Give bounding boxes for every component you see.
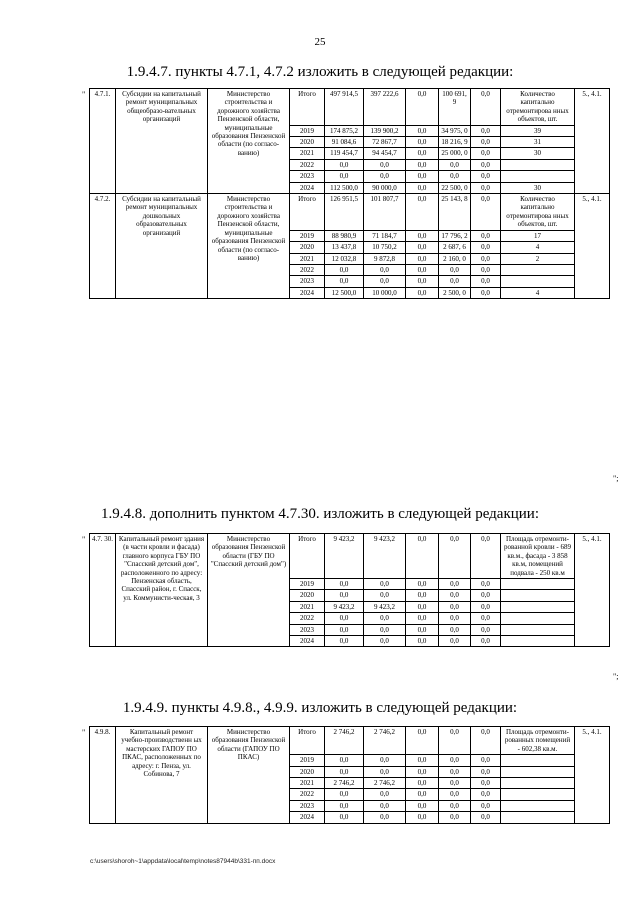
local-budget-cell: 0,0 [439, 276, 471, 287]
regional-budget-cell: 9 872,8 [364, 253, 406, 264]
federal-budget-cell: 0,0 [406, 230, 439, 241]
total-amount-cell: 0,0 [325, 636, 364, 647]
other-sources-cell: 0,0 [471, 148, 501, 159]
federal-budget-cell: 0,0 [406, 590, 439, 601]
year-cell: 2020 [290, 137, 325, 148]
year-cell: 2019 [290, 125, 325, 136]
open-quote-2: " [82, 535, 86, 544]
file-path-footer: c:\users\shoroh~1\appdata\local\temp\notes87944b\331-пп.docx [90, 858, 276, 865]
indicator-cell [501, 264, 575, 275]
year-cell: 2023 [290, 276, 325, 287]
open-quote-3: " [82, 728, 86, 737]
year-cell: 2023 [290, 800, 325, 811]
regional-budget-cell: 139 900,2 [364, 125, 406, 136]
local-budget-cell: 0,0 [439, 812, 471, 823]
local-budget-cell: 0,0 [439, 264, 471, 275]
year-cell: 2021 [290, 253, 325, 264]
year-cell: 2020 [290, 242, 325, 253]
year-cell: 2022 [290, 159, 325, 170]
indicator-cell [501, 601, 575, 612]
total-amount-cell: 0,0 [325, 624, 364, 635]
other-sources-cell: 0,0 [471, 590, 501, 601]
year-cell: 2023 [290, 624, 325, 635]
year-cell: 2019 [290, 230, 325, 241]
federal-budget-cell: 0,0 [406, 182, 439, 193]
indicator-cell [501, 579, 575, 590]
item-reference: 5., 4.1. [575, 89, 610, 194]
regional-budget-cell: 0,0 [364, 171, 406, 182]
item-name: Субсидии на капитальный ремонт муниципальных общеобразо-вательных организаций [116, 89, 208, 194]
indicator-cell: 17 [501, 230, 575, 241]
year-cell: 2021 [290, 148, 325, 159]
local-budget-cell: 100 691, 9 [439, 89, 471, 126]
local-budget-cell: 2 500, 0 [439, 287, 471, 298]
item-reference: 5., 4.1. [575, 194, 610, 299]
regional-budget-cell: 101 807,7 [364, 194, 406, 231]
total-amount-cell: 0,0 [325, 766, 364, 777]
other-sources-cell: 0,0 [471, 194, 501, 231]
indicator-cell: 4 [501, 242, 575, 253]
total-amount-cell: 0,0 [325, 755, 364, 766]
year-cell: 2021 [290, 778, 325, 789]
other-sources-cell: 0,0 [471, 534, 501, 579]
other-sources-cell: 0,0 [471, 264, 501, 275]
close-quote-1: "; [613, 474, 619, 483]
regional-budget-cell: 0,0 [364, 159, 406, 170]
federal-budget-cell: 0,0 [406, 253, 439, 264]
indicator-cell [501, 636, 575, 647]
other-sources-cell: 0,0 [471, 800, 501, 811]
total-amount-cell: 0,0 [325, 812, 364, 823]
regional-budget-cell: 71 184,7 [364, 230, 406, 241]
total-amount-cell: 0,0 [325, 579, 364, 590]
local-budget-cell: 18 216, 9 [439, 137, 471, 148]
total-amount-cell: 2 746,2 [325, 727, 364, 755]
other-sources-cell: 0,0 [471, 789, 501, 800]
federal-budget-cell: 0,0 [406, 242, 439, 253]
federal-budget-cell: 0,0 [406, 624, 439, 635]
other-sources-cell: 0,0 [471, 766, 501, 777]
other-sources-cell: 0,0 [471, 242, 501, 253]
regional-budget-cell: 94 454,7 [364, 148, 406, 159]
indicator-cell [501, 159, 575, 170]
federal-budget-cell: 0,0 [406, 579, 439, 590]
other-sources-cell: 0,0 [471, 137, 501, 148]
item-name: Капитальный ремонт здания (в части кровли и фасада) главного корпуса ГБУ ПО "Спасский детский дом", расположенного по адресу: Пензенская область, Спасский район, г. Спасск, ул. Коммунисти-ческая, 3 [116, 534, 208, 647]
indicator-cell: 4 [501, 287, 575, 298]
year-cell: 2024 [290, 812, 325, 823]
local-budget-cell: 22 500, 0 [439, 182, 471, 193]
year-cell: 2021 [290, 601, 325, 612]
other-sources-cell: 0,0 [471, 579, 501, 590]
local-budget-cell: 0,0 [439, 778, 471, 789]
table-row [90, 534, 610, 579]
federal-budget-cell: 0,0 [406, 636, 439, 647]
regional-budget-cell: 0,0 [364, 636, 406, 647]
total-amount-cell: 0,0 [325, 789, 364, 800]
indicator-cell: Количество капитально отремонтирова нных объектов, шт. [501, 194, 575, 231]
total-amount-cell: 88 980,9 [325, 230, 364, 241]
federal-budget-cell: 0,0 [406, 264, 439, 275]
other-sources-cell: 0,0 [471, 276, 501, 287]
regional-budget-cell: 72 867,7 [364, 137, 406, 148]
year-cell: 2020 [290, 590, 325, 601]
indicator-cell [501, 590, 575, 601]
regional-budget-cell: 0,0 [364, 766, 406, 777]
item-executor: Министерство образования Пензенской области (ГАПОУ ПО ПКАС) [208, 727, 290, 824]
indicator-cell [501, 789, 575, 800]
local-budget-cell: 25 143, 8 [439, 194, 471, 231]
item-number: 4.7.1. [90, 89, 116, 194]
other-sources-cell: 0,0 [471, 727, 501, 755]
federal-budget-cell: 0,0 [406, 171, 439, 182]
total-amount-cell: 0,0 [325, 264, 364, 275]
local-budget-cell: 0,0 [439, 171, 471, 182]
local-budget-cell: 25 000, 0 [439, 148, 471, 159]
local-budget-cell: 0,0 [439, 590, 471, 601]
federal-budget-cell: 0,0 [406, 766, 439, 777]
item-reference: 5., 4.1. [575, 534, 610, 647]
year-cell: 2022 [290, 789, 325, 800]
other-sources-cell: 0,0 [471, 636, 501, 647]
federal-budget-cell: 0,0 [406, 276, 439, 287]
year-cell: 2023 [290, 171, 325, 182]
year-cell: 2019 [290, 755, 325, 766]
year-cell: Итого [290, 89, 325, 126]
regional-budget-cell: 0,0 [364, 755, 406, 766]
federal-budget-cell: 0,0 [406, 812, 439, 823]
regional-budget-cell: 0,0 [364, 613, 406, 624]
year-cell: 2024 [290, 287, 325, 298]
section-heading-2: 1.9.4.8. дополнить пунктом 4.7.30. изложить в следующей редакции: [100, 506, 539, 522]
other-sources-cell: 0,0 [471, 287, 501, 298]
local-budget-cell: 0,0 [439, 624, 471, 635]
item-reference: 5., 4.1. [575, 727, 610, 824]
item-name: Субсидии на капитальный ремонт муниципальных дошкольных образовательных организаций [116, 194, 208, 299]
year-cell: 2024 [290, 636, 325, 647]
other-sources-cell: 0,0 [471, 125, 501, 136]
year-cell: 2022 [290, 264, 325, 275]
total-amount-cell: 0,0 [325, 171, 364, 182]
total-amount-cell: 9 423,2 [325, 601, 364, 612]
total-amount-cell: 13 437,8 [325, 242, 364, 253]
year-cell: 2019 [290, 579, 325, 590]
year-cell: Итого [290, 194, 325, 231]
federal-budget-cell: 0,0 [406, 89, 439, 126]
indicator-cell [501, 800, 575, 811]
indicator-cell: 39 [501, 125, 575, 136]
item-name: Капитальный ремонт учебно-производственн ых мастерских ГАПОУ ПО ПКАС, расположенных по адресу: г. Пенза, ул. Собинова, 7 [116, 727, 208, 824]
local-budget-cell: 0,0 [439, 766, 471, 777]
regional-budget-cell: 9 423,2 [364, 601, 406, 612]
other-sources-cell: 0,0 [471, 778, 501, 789]
table-row [90, 194, 610, 231]
item-number: 4.7. 30. [90, 534, 116, 647]
table-row [90, 89, 610, 126]
indicator-cell: 31 [501, 137, 575, 148]
table-row [90, 727, 610, 755]
indicator-cell: Площадь отремонти-рованных помещений - 602,38 кв.м. [501, 727, 575, 755]
local-budget-cell: 0,0 [439, 534, 471, 579]
other-sources-cell: 0,0 [471, 253, 501, 264]
open-quote-1: " [82, 90, 86, 99]
federal-budget-cell: 0,0 [406, 148, 439, 159]
year-cell: Итого [290, 727, 325, 755]
regional-budget-cell: 0,0 [364, 789, 406, 800]
federal-budget-cell: 0,0 [406, 613, 439, 624]
year-cell: 2020 [290, 766, 325, 777]
federal-budget-cell: 0,0 [406, 778, 439, 789]
year-cell: Итого [290, 534, 325, 579]
indicator-cell [501, 778, 575, 789]
other-sources-cell: 0,0 [471, 812, 501, 823]
regional-budget-cell: 10 750,2 [364, 242, 406, 253]
total-amount-cell: 91 084,6 [325, 137, 364, 148]
local-budget-cell: 0,0 [439, 755, 471, 766]
item-number: 4.7.2. [90, 194, 116, 299]
program-table-2 [89, 533, 610, 647]
regional-budget-cell: 0,0 [364, 579, 406, 590]
total-amount-cell: 0,0 [325, 800, 364, 811]
program-table-1 [89, 88, 610, 299]
federal-budget-cell: 0,0 [406, 125, 439, 136]
total-amount-cell: 0,0 [325, 590, 364, 601]
other-sources-cell: 0,0 [471, 613, 501, 624]
local-budget-cell: 2 160, 0 [439, 253, 471, 264]
regional-budget-cell: 0,0 [364, 276, 406, 287]
total-amount-cell: 174 875,2 [325, 125, 364, 136]
total-amount-cell: 126 951,5 [325, 194, 364, 231]
regional-budget-cell: 0,0 [364, 264, 406, 275]
total-amount-cell: 9 423,2 [325, 534, 364, 579]
indicator-cell: 30 [501, 148, 575, 159]
page-number: 25 [314, 36, 326, 48]
indicator-cell: Площадь отремонти-рованной кровли - 689 кв.м., фасада - 3 858 кв.м, помещений подвала - 250 кв.м [501, 534, 575, 579]
local-budget-cell: 0,0 [439, 789, 471, 800]
other-sources-cell: 0,0 [471, 624, 501, 635]
local-budget-cell: 0,0 [439, 613, 471, 624]
regional-budget-cell: 0,0 [364, 590, 406, 601]
local-budget-cell: 0,0 [439, 636, 471, 647]
total-amount-cell: 0,0 [325, 276, 364, 287]
federal-budget-cell: 0,0 [406, 789, 439, 800]
regional-budget-cell: 90 000,0 [364, 182, 406, 193]
indicator-cell [501, 755, 575, 766]
total-amount-cell: 0,0 [325, 159, 364, 170]
other-sources-cell: 0,0 [471, 755, 501, 766]
federal-budget-cell: 0,0 [406, 601, 439, 612]
total-amount-cell: 497 914,5 [325, 89, 364, 126]
federal-budget-cell: 0,0 [406, 727, 439, 755]
federal-budget-cell: 0,0 [406, 137, 439, 148]
other-sources-cell: 0,0 [471, 230, 501, 241]
item-number: 4.9.8. [90, 727, 116, 824]
federal-budget-cell: 0,0 [406, 194, 439, 231]
total-amount-cell: 0,0 [325, 613, 364, 624]
indicator-cell [501, 613, 575, 624]
local-budget-cell: 0,0 [439, 601, 471, 612]
indicator-cell [501, 171, 575, 182]
local-budget-cell: 0,0 [439, 579, 471, 590]
section-heading-3: 1.9.4.9. пункты 4.9.8., 4.9.9. изложить в следующей редакции: [122, 700, 518, 716]
other-sources-cell: 0,0 [471, 171, 501, 182]
indicator-cell [501, 812, 575, 823]
federal-budget-cell: 0,0 [406, 159, 439, 170]
item-executor: Министерство образования Пензенской области (ГБУ ПО "Спасский детский дом") [208, 534, 290, 647]
local-budget-cell: 0,0 [439, 800, 471, 811]
total-amount-cell: 119 454,7 [325, 148, 364, 159]
indicator-cell [501, 276, 575, 287]
total-amount-cell: 12 500,0 [325, 287, 364, 298]
federal-budget-cell: 0,0 [406, 287, 439, 298]
regional-budget-cell: 2 746,2 [364, 778, 406, 789]
other-sources-cell: 0,0 [471, 182, 501, 193]
indicator-cell [501, 766, 575, 777]
other-sources-cell: 0,0 [471, 89, 501, 126]
section-heading-1: 1.9.4.7. пункты 4.7.1, 4.7.2 изложить в следующей редакции: [126, 64, 514, 80]
close-quote-2: "; [613, 672, 619, 681]
federal-budget-cell: 0,0 [406, 534, 439, 579]
federal-budget-cell: 0,0 [406, 755, 439, 766]
item-executor: Министерство строительства и дорожного хозяйства Пензенской области, муниципальные образования Пензенской области (по согласо-ванию) [208, 194, 290, 299]
indicator-cell: 30 [501, 182, 575, 193]
regional-budget-cell: 0,0 [364, 800, 406, 811]
local-budget-cell: 17 796, 2 [439, 230, 471, 241]
regional-budget-cell: 0,0 [364, 624, 406, 635]
regional-budget-cell: 2 746,2 [364, 727, 406, 755]
regional-budget-cell: 397 222,6 [364, 89, 406, 126]
other-sources-cell: 0,0 [471, 601, 501, 612]
indicator-cell: 2 [501, 253, 575, 264]
local-budget-cell: 2 687, 6 [439, 242, 471, 253]
item-executor: Министерство строительства и дорожного хозяйства Пензенской области, муниципальные образования Пензенской области (по согласо-ванию) [208, 89, 290, 194]
program-table-3 [89, 726, 610, 824]
other-sources-cell: 0,0 [471, 159, 501, 170]
regional-budget-cell: 10 000,0 [364, 287, 406, 298]
local-budget-cell: 0,0 [439, 159, 471, 170]
local-budget-cell: 0,0 [439, 727, 471, 755]
year-cell: 2022 [290, 613, 325, 624]
federal-budget-cell: 0,0 [406, 800, 439, 811]
total-amount-cell: 12 032,8 [325, 253, 364, 264]
local-budget-cell: 34 975, 0 [439, 125, 471, 136]
year-cell: 2024 [290, 182, 325, 193]
indicator-cell [501, 624, 575, 635]
regional-budget-cell: 9 423,2 [364, 534, 406, 579]
total-amount-cell: 112 500,0 [325, 182, 364, 193]
indicator-cell: Количество капитально отремонтирова нных объектов, шт. [501, 89, 575, 126]
total-amount-cell: 2 746,2 [325, 778, 364, 789]
regional-budget-cell: 0,0 [364, 812, 406, 823]
